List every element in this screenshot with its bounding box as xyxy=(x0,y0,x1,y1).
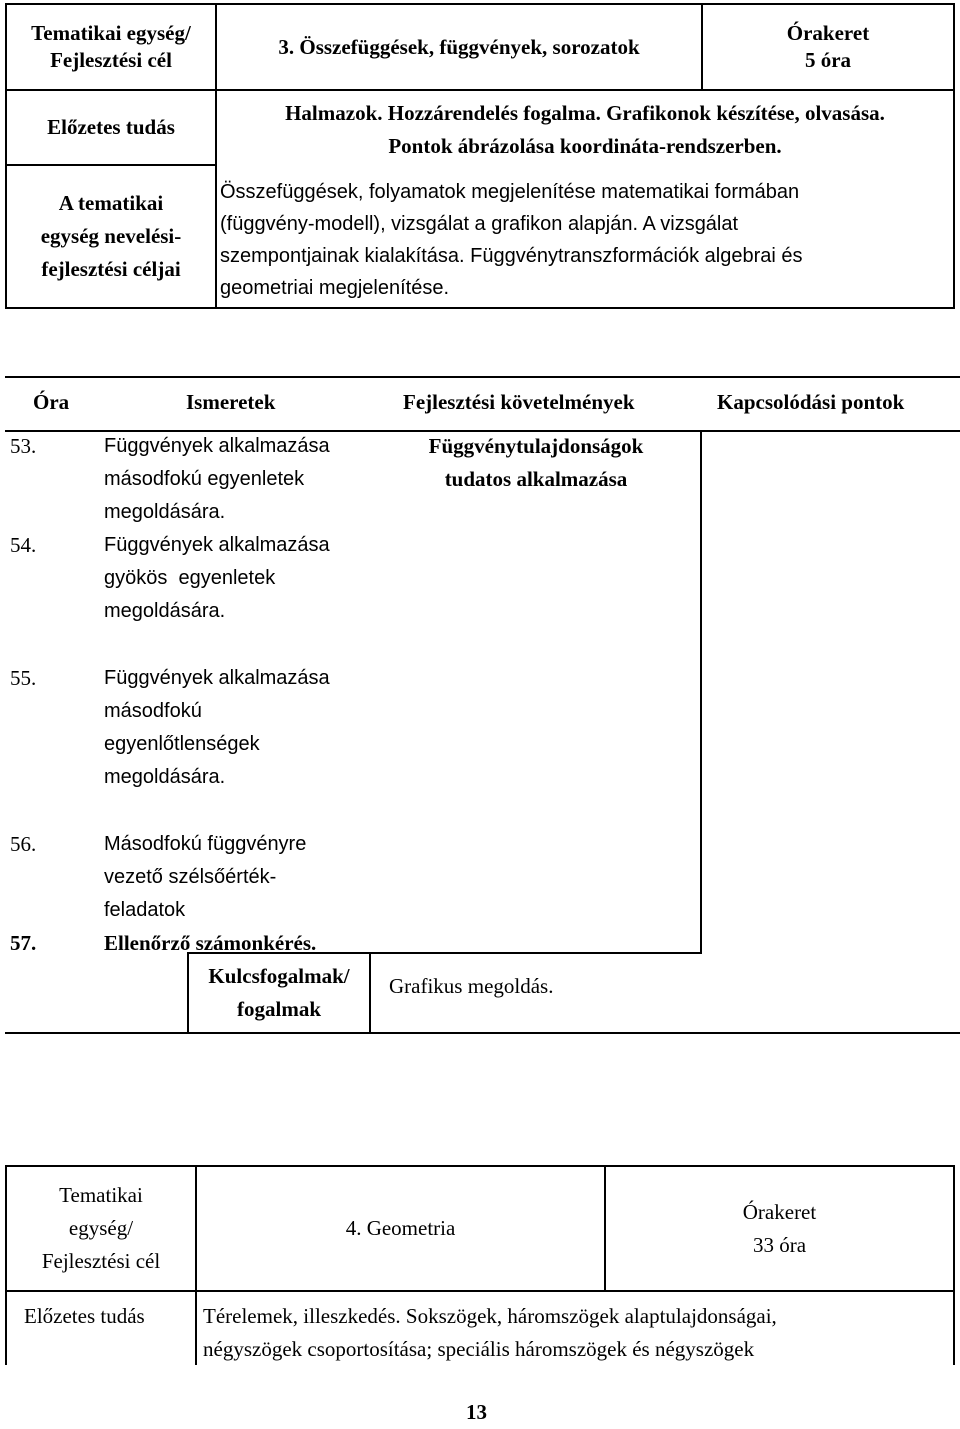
knowledge-item-56: Másodfokú függvényre vezető szélsőérték- feladatok xyxy=(104,833,307,921)
header-requirements: Fejlesztési követelmények xyxy=(403,390,635,414)
goals-text: Összefüggések, folyamatok megjelenítése matematikai formában (függvény-modell), vizsgálat a grafikon alapján. A vizsgálat szempontjainak kialakítása. Függvénytranszformációk algebrai és geometriai megjelenítése. xyxy=(220,181,803,299)
key-concepts-label: Kulcsfogalmak/ fogalmak xyxy=(208,964,350,1021)
topic-title-cell xyxy=(217,5,701,89)
topic4-prior-knowledge-text: Térelemek, illeszkedés. Sokszögek, háromszögek alaptulajdonságai, négyszögek csoportosítása; speciális háromszögek és négyszögek xyxy=(203,1304,777,1361)
hour-57: 57. xyxy=(10,931,37,955)
hour-56: 56. xyxy=(10,832,37,856)
topic4-hours-cell xyxy=(606,1167,953,1290)
topic-label-line2: Fejlesztési cél xyxy=(50,48,172,72)
prior-knowledge-label: Előzetes tudás xyxy=(47,115,175,139)
prior-knowledge-text: Halmazok. Hozzárendelés fogalma. Grafikonok készítése, olvasása. Pontok ábrázolása koordináta-rendszerben. xyxy=(285,101,885,158)
key-concepts-value: Grafikus megoldás. xyxy=(389,974,554,998)
topic4-title: 4. Geometria xyxy=(345,1216,456,1240)
topic-title: 3. Összefüggések, függvények, sorozatok xyxy=(278,34,640,59)
goals-label: A tematikai egység nevelési- fejlesztési céljai xyxy=(40,191,182,281)
topic4-prior-knowledge-label: Előzetes tudás xyxy=(24,1304,145,1328)
header-connections: Kapcsolódási pontok xyxy=(717,390,905,414)
knowledge-item-57: Ellenőrző számonkérés. xyxy=(104,931,317,955)
hour-55: 55. xyxy=(10,666,37,690)
topic4-hours-value: 33 óra xyxy=(752,1232,807,1257)
page-number: 13 xyxy=(466,1400,487,1424)
topic-label-cell xyxy=(7,5,215,89)
header-hour: Óra xyxy=(33,390,70,414)
topic4-title-cell xyxy=(197,1167,604,1290)
knowledge-item-55: Függvények alkalmazása másodfokú egyenlőtlenségek megoldására. xyxy=(104,667,330,788)
topic4-label-cell: Tematikai egység/ Fejlesztési cél xyxy=(41,1183,161,1273)
knowledge-item-53: Függvények alkalmazása másodfokú egyenletek megoldására. xyxy=(104,435,330,523)
topic-label-line1: Tematikai egység/ xyxy=(31,21,191,45)
hours-label: Órakeret xyxy=(786,21,870,45)
hour-53: 53. xyxy=(10,434,37,458)
hour-54: 54. xyxy=(10,533,37,557)
header-knowledge: Ismeretek xyxy=(186,390,276,414)
requirements-text: Függvénytulajdonságok tudatos alkalmazása xyxy=(428,434,644,491)
topic-hours-cell xyxy=(703,5,953,89)
knowledge-item-54: Függvények alkalmazása gyökös egyenletek megoldására. xyxy=(104,534,330,622)
hours-value: 5 óra xyxy=(804,48,852,72)
topic4-hours-label: Órakeret xyxy=(742,1199,817,1224)
